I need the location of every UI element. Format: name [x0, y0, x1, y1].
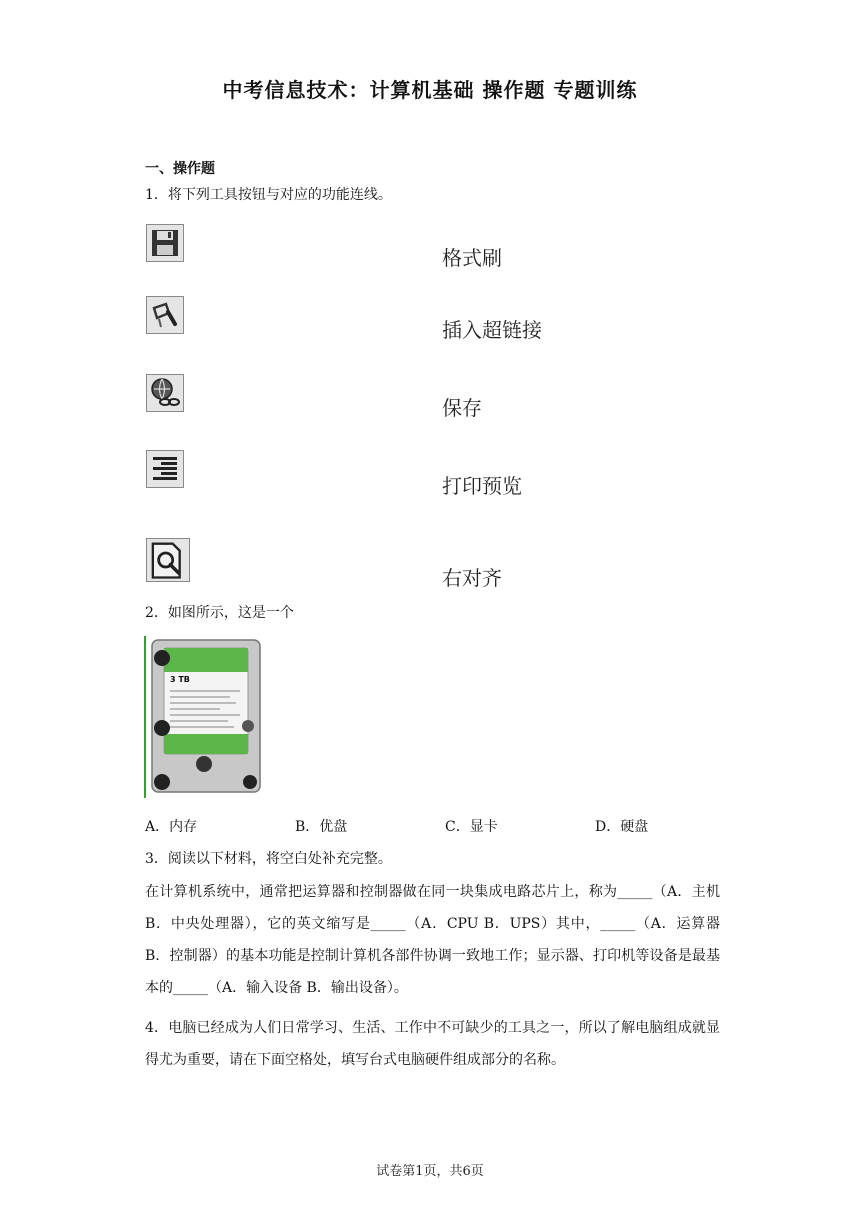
question-3-prompt: 3．阅读以下材料，将空白处补充完整。: [145, 851, 392, 867]
hard-drive-image: [150, 636, 262, 796]
question-2-options: [145, 816, 745, 836]
question-4-passage: 4．电脑已经成为人们日常学习、生活、工作中不可缺少的工具之一，所以了解电脑组成就显得尤为重要，请在下面空格处，填写台式电脑硬件组成部分的名称。: [145, 1020, 720, 1068]
drive-capacity-text: 3 TB: [170, 675, 190, 684]
format-painter-icon: [146, 296, 184, 334]
option-a: A．内存: [145, 819, 198, 835]
option-d: D．硬盘: [595, 819, 649, 835]
function-label: 打印预览: [442, 474, 522, 498]
option-b: B．优盘: [295, 819, 348, 835]
function-label: 插入超链接: [442, 318, 542, 342]
question-3-passage: 在计算机系统中，通常把运算器和控制器做在同一块集成电路芯片上，称为_____（A．主机 B．中央处理器），它的英文缩写是_____（A．CPU B．UPS）其中，_____（A．运算器 B．控制器）的基本功能是控制计算机各部件协调一致地工作；显示器、打印机等设备是最基本的_____（A．输入设备 B．输出设备）。: [145, 884, 720, 996]
question-2-prompt: 2．如图所示，这是一个: [145, 605, 294, 621]
hyperlink-icon: [146, 374, 184, 412]
page-footer: 试卷第1页，共6页: [376, 1164, 484, 1179]
function-label: 格式刷: [442, 246, 502, 270]
save-icon: [146, 224, 184, 262]
print-preview-icon: [146, 538, 190, 582]
function-label: 右对齐: [442, 566, 502, 590]
page-title: 中考信息技术：计算机基础 操作题 专题训练: [222, 78, 638, 102]
function-label: 保存: [442, 396, 482, 420]
figure-left-bar: [144, 636, 146, 798]
matching-exercise: [140, 216, 580, 590]
question-1-prompt: 1．将下列工具按钮与对应的功能连线。: [145, 187, 392, 203]
option-c: C．显卡: [445, 819, 498, 835]
hard-drive-figure: [144, 636, 264, 798]
align-right-icon: [146, 450, 184, 488]
section-heading: 一、操作题: [145, 161, 215, 177]
